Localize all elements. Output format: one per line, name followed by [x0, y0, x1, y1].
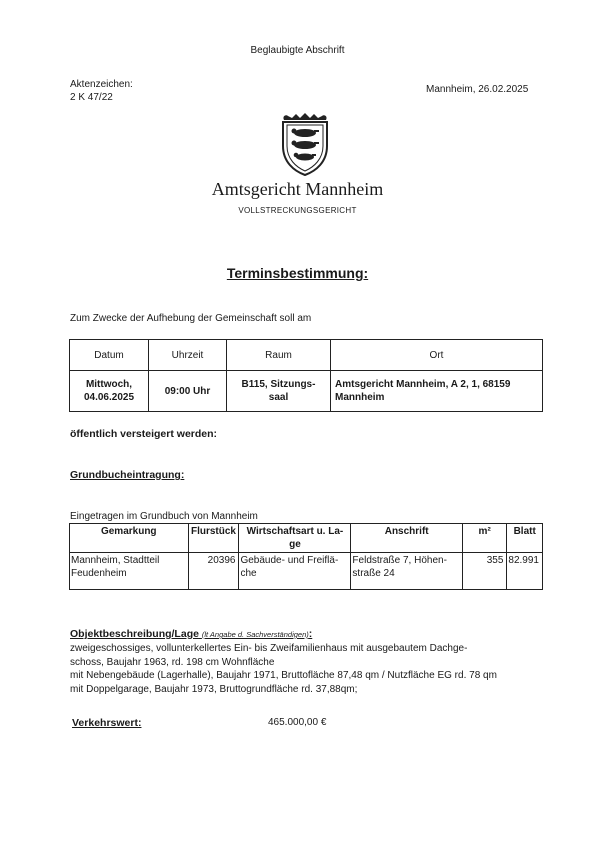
termin-table	[69, 339, 543, 412]
court-subtitle: VOLLSTRECKUNGSGERICHT	[238, 206, 357, 215]
termin-uhrzeit-cell: 09:00 Uhr	[149, 371, 227, 412]
grundbuch-row	[70, 553, 543, 590]
grundbuch-header-gemarkung: Gemarkung	[70, 524, 189, 553]
termin-raum-line: B115, Sitzungs-	[241, 379, 316, 390]
grundbuch-anschrift-cell	[351, 553, 463, 590]
grundbuch-gemarkung-line: Feudenheim	[71, 568, 127, 579]
grundbuch-blatt-cell: 82.991	[507, 553, 543, 590]
document-title: Terminsbestimmung:	[226, 265, 369, 281]
objekt-line: zweigeschossiges, vollunterkellertes Ein- bis Zweifamilienhaus mit ausgebautem Dachge-	[70, 643, 468, 654]
termin-ort-cell	[331, 371, 543, 412]
termin-raum-line: saal	[268, 392, 289, 403]
verkehrswert-value: 465.000,00 €	[268, 717, 327, 728]
grundbuch-m2-cell: 355	[462, 553, 506, 590]
grundbuch-wirtschaftsart-line: che	[240, 568, 257, 579]
grundbuch-flurstueck-cell: 20396	[188, 553, 239, 590]
termin-table-row	[70, 371, 543, 412]
intro-text: Zum Zwecke der Aufhebung der Gemeinschaft soll am	[70, 313, 312, 324]
objekt-line: mit Nebengebäude (Lagerhalle), Baujahr 1971, Bruttofläche 87,48 qm / Nutzfläche EG rd. 78 qm	[70, 670, 497, 681]
grundbuch-gemarkung-line: Mannheim, Stadtteil	[71, 555, 160, 566]
aktenzeichen-label: Aktenzeichen:	[70, 79, 133, 90]
grundbuch-wirtschaftsart-line: Gebäude- und Freiflä-	[240, 555, 339, 566]
grundbuch-header-anschrift: Anschrift	[351, 524, 463, 553]
objekt-heading-block	[70, 628, 312, 640]
grundbuch-intro: Eingetragen im Grundbuch von Mannheim	[70, 511, 258, 522]
termin-datum-line: Mittwoch,	[85, 379, 133, 390]
grundbuch-heading: Grundbucheintragung:	[70, 469, 185, 481]
termin-header-datum: Datum	[70, 340, 149, 371]
termin-header-uhrzeit: Uhrzeit	[149, 340, 227, 371]
termin-ort-line: Amtsgericht Mannheim, A 2, 1, 68159	[335, 379, 511, 390]
grundbuch-gemarkung-cell	[70, 553, 189, 590]
grundbuch-table	[69, 523, 543, 590]
objekt-colon: :	[308, 628, 313, 640]
grundbuch-header-wirtschaftsart	[239, 524, 351, 553]
grundbuch-anschrift-line: straße 24	[352, 568, 395, 579]
aktenzeichen-value: 2 K 47/22	[70, 92, 113, 103]
grundbuch-header-line: Wirtschaftsart u. La-	[246, 526, 344, 537]
coat-of-arms-icon	[278, 112, 332, 176]
termin-raum-cell	[227, 371, 331, 412]
verkehrswert-label: Verkehrswert:	[72, 717, 142, 729]
grundbuch-header-line: ge	[289, 539, 301, 550]
termin-table-header-row	[70, 340, 543, 371]
place-date: Mannheim, 26.02.2025	[426, 84, 529, 95]
termin-datum-line: 04.06.2025	[83, 392, 135, 403]
objekt-line: mit Doppelgarage, Baujahr 1973, Bruttogrundfläche rd. 37,88qm;	[70, 683, 358, 695]
grundbuch-header-m2: m²	[462, 524, 506, 553]
objekt-description	[70, 642, 540, 696]
objekt-line: schoss, Baujahr 1963, rd. 198 cm Wohnfläche	[70, 656, 275, 668]
termin-datum-cell	[70, 371, 149, 412]
objekt-note: (lt Angabe d. Sachverständigen)	[201, 630, 309, 639]
termin-ort-line: Mannheim	[335, 392, 385, 403]
termin-header-ort: Ort	[331, 340, 543, 371]
document-header-beglaubigt: Beglaubigte Abschrift	[250, 45, 345, 56]
court-name: Amtsgericht Mannheim	[211, 179, 384, 199]
objekt-heading: Objektbeschreibung/Lage	[70, 628, 199, 640]
grundbuch-header-flurstueck: Flurstück	[188, 524, 239, 553]
versteigert-statement: öffentlich versteigert werden:	[70, 428, 218, 440]
grundbuch-header-row	[70, 524, 543, 553]
grundbuch-header-blatt: Blatt	[507, 524, 543, 553]
termin-header-raum: Raum	[227, 340, 331, 371]
grundbuch-anschrift-line: Feldstraße 7, Höhen-	[352, 555, 447, 566]
aktenzeichen-block	[70, 78, 133, 104]
grundbuch-wirtschaftsart-cell	[239, 553, 351, 590]
